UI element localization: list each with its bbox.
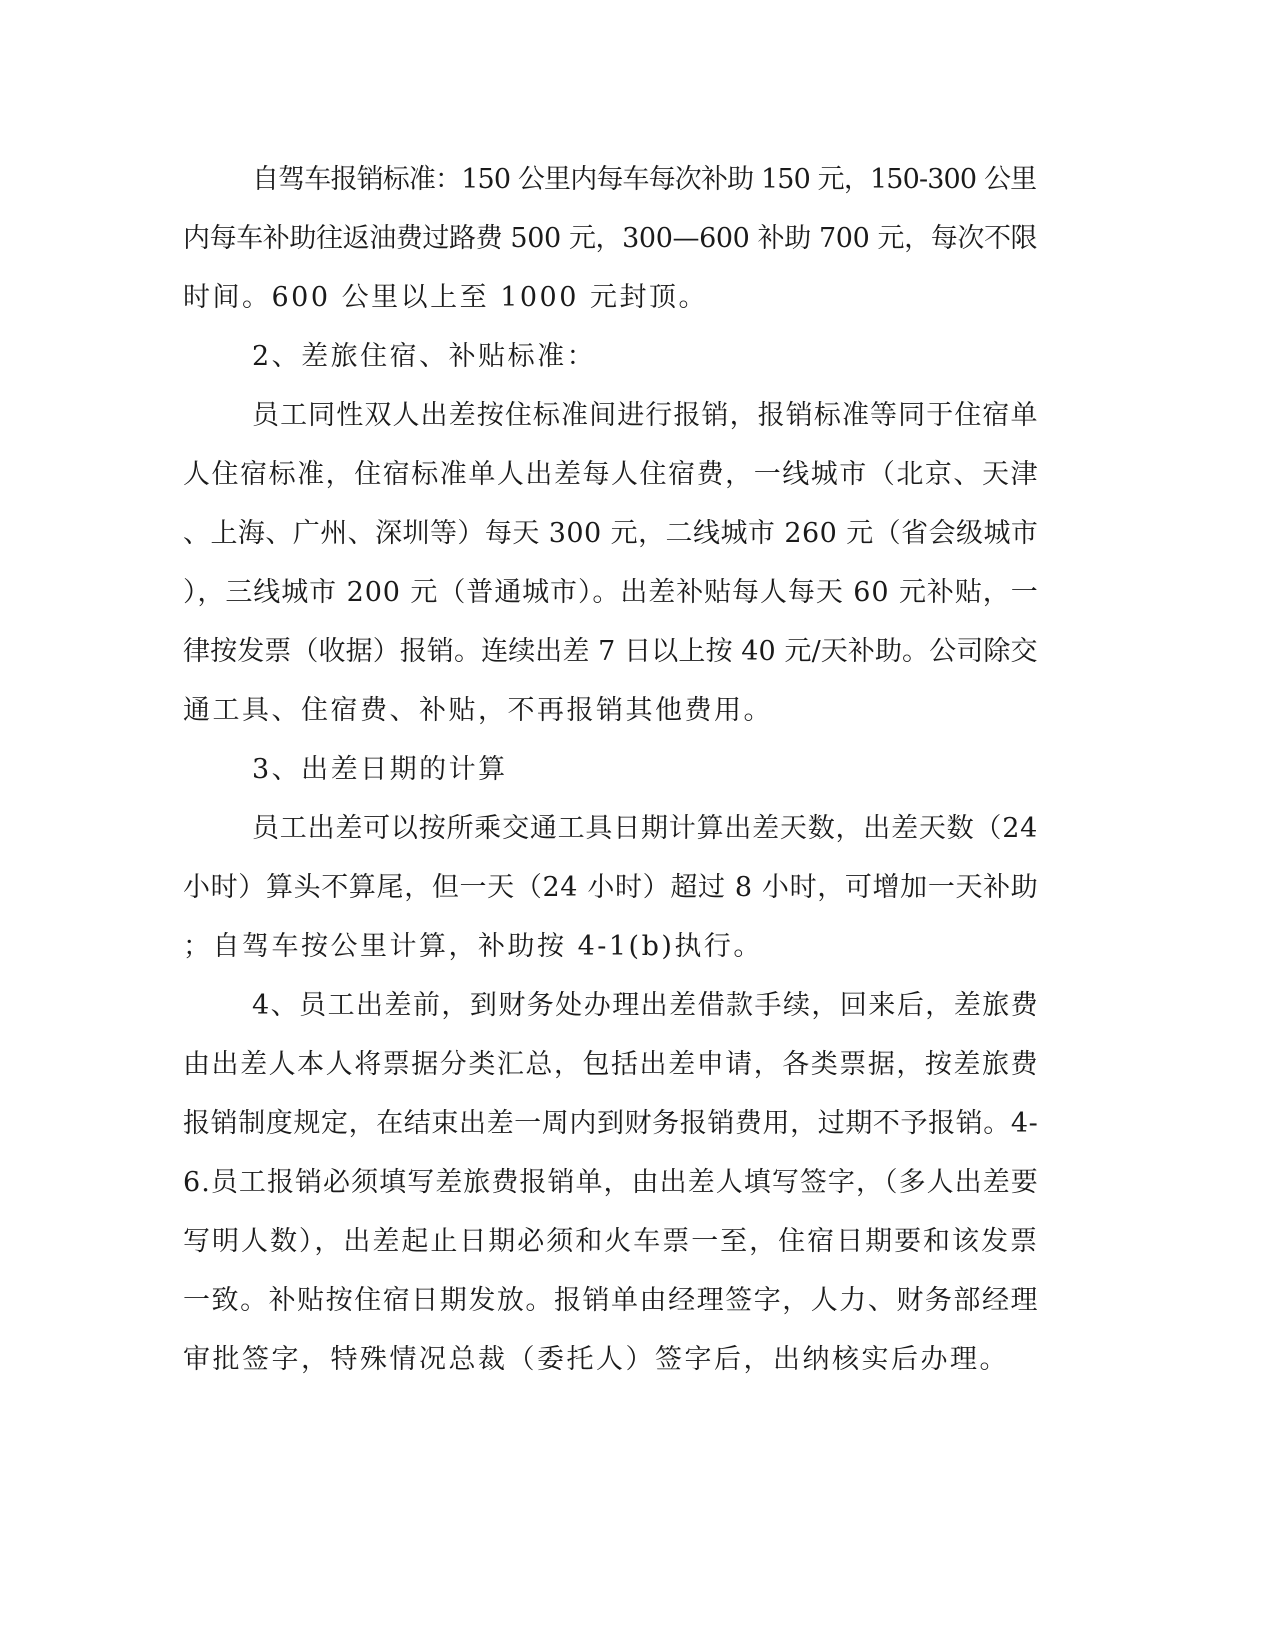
paragraph-line: 员工出差可以按所乘交通工具日期计算出差天数，出差天数（24 <box>252 813 1039 844</box>
paragraph-line: ；自驾车按公里计算，补助按 4-1(b)执行。 <box>183 931 763 962</box>
paragraph-line: 自驾车报销标准：150 公里内每车每次补助 150 元，150-300 公里 <box>252 164 1037 195</box>
paragraph-line: 员工同性双人出差按住标准间进行报销，报销标准等同于住宿单 <box>252 400 1039 431</box>
paragraph-line: 内每车补助往返油费过路费 500 元，300—600 补助 700 元，每次不限 <box>183 223 1038 254</box>
paragraph-line: 时间。600 公里以上至 1000 元封顶。 <box>183 282 708 313</box>
paragraph-line: 报销制度规定，在结束出差一周内到财务报销费用，过期不予报销。4- <box>183 1108 1039 1139</box>
paragraph-line: 由出差人本人将票据分类汇总，包括出差申请，各类票据，按差旅费 <box>183 1049 1040 1080</box>
paragraph-line: 律按发票（收据）报销。连续出差 7 日以上按 40 元/天补助。公司除交 <box>183 636 1038 667</box>
paragraph-line: 一致。补贴按住宿日期发放。报销单由经理签字，人力、财务部经理 <box>183 1285 1040 1316</box>
paragraph-line: 审批签字，特殊情况总裁（委托人）签字后，出纳核实后办理。 <box>183 1344 1009 1375</box>
section-heading: 2、差旅住宿、补贴标准： <box>252 341 597 372</box>
paragraph-line: 、上海、广州、深圳等）每天 300 元，二线城市 260 元（省会级城市 <box>183 518 1039 549</box>
paragraph-line: 写明人数），出差起止日期必须和火车票一至，住宿日期要和该发票 <box>183 1226 1039 1257</box>
paragraph-line: ），三线城市 200 元（普通城市）。出差补贴每人每天 60 元补贴，一 <box>183 577 1039 608</box>
paragraph-line: 通工具、住宿费、补贴，不再报销其他费用。 <box>183 695 773 726</box>
paragraph-line: 人住宿标准，住宿标准单人出差每人住宿费，一线城市（北京、天津 <box>183 459 1040 490</box>
paragraph-line: 4、员工出差前，到财务处办理出差借款手续，回来后，差旅费 <box>252 990 1040 1021</box>
section-heading: 3、出差日期的计算 <box>252 754 508 785</box>
paragraph-line: 6.员工报销必须填写差旅费报销单，由出差人填写签字，（多人出差要 <box>183 1167 1039 1198</box>
paragraph-line: 小时）算头不算尾，但一天（24 小时）超过 8 小时，可增加一天补助 <box>183 872 1039 903</box>
